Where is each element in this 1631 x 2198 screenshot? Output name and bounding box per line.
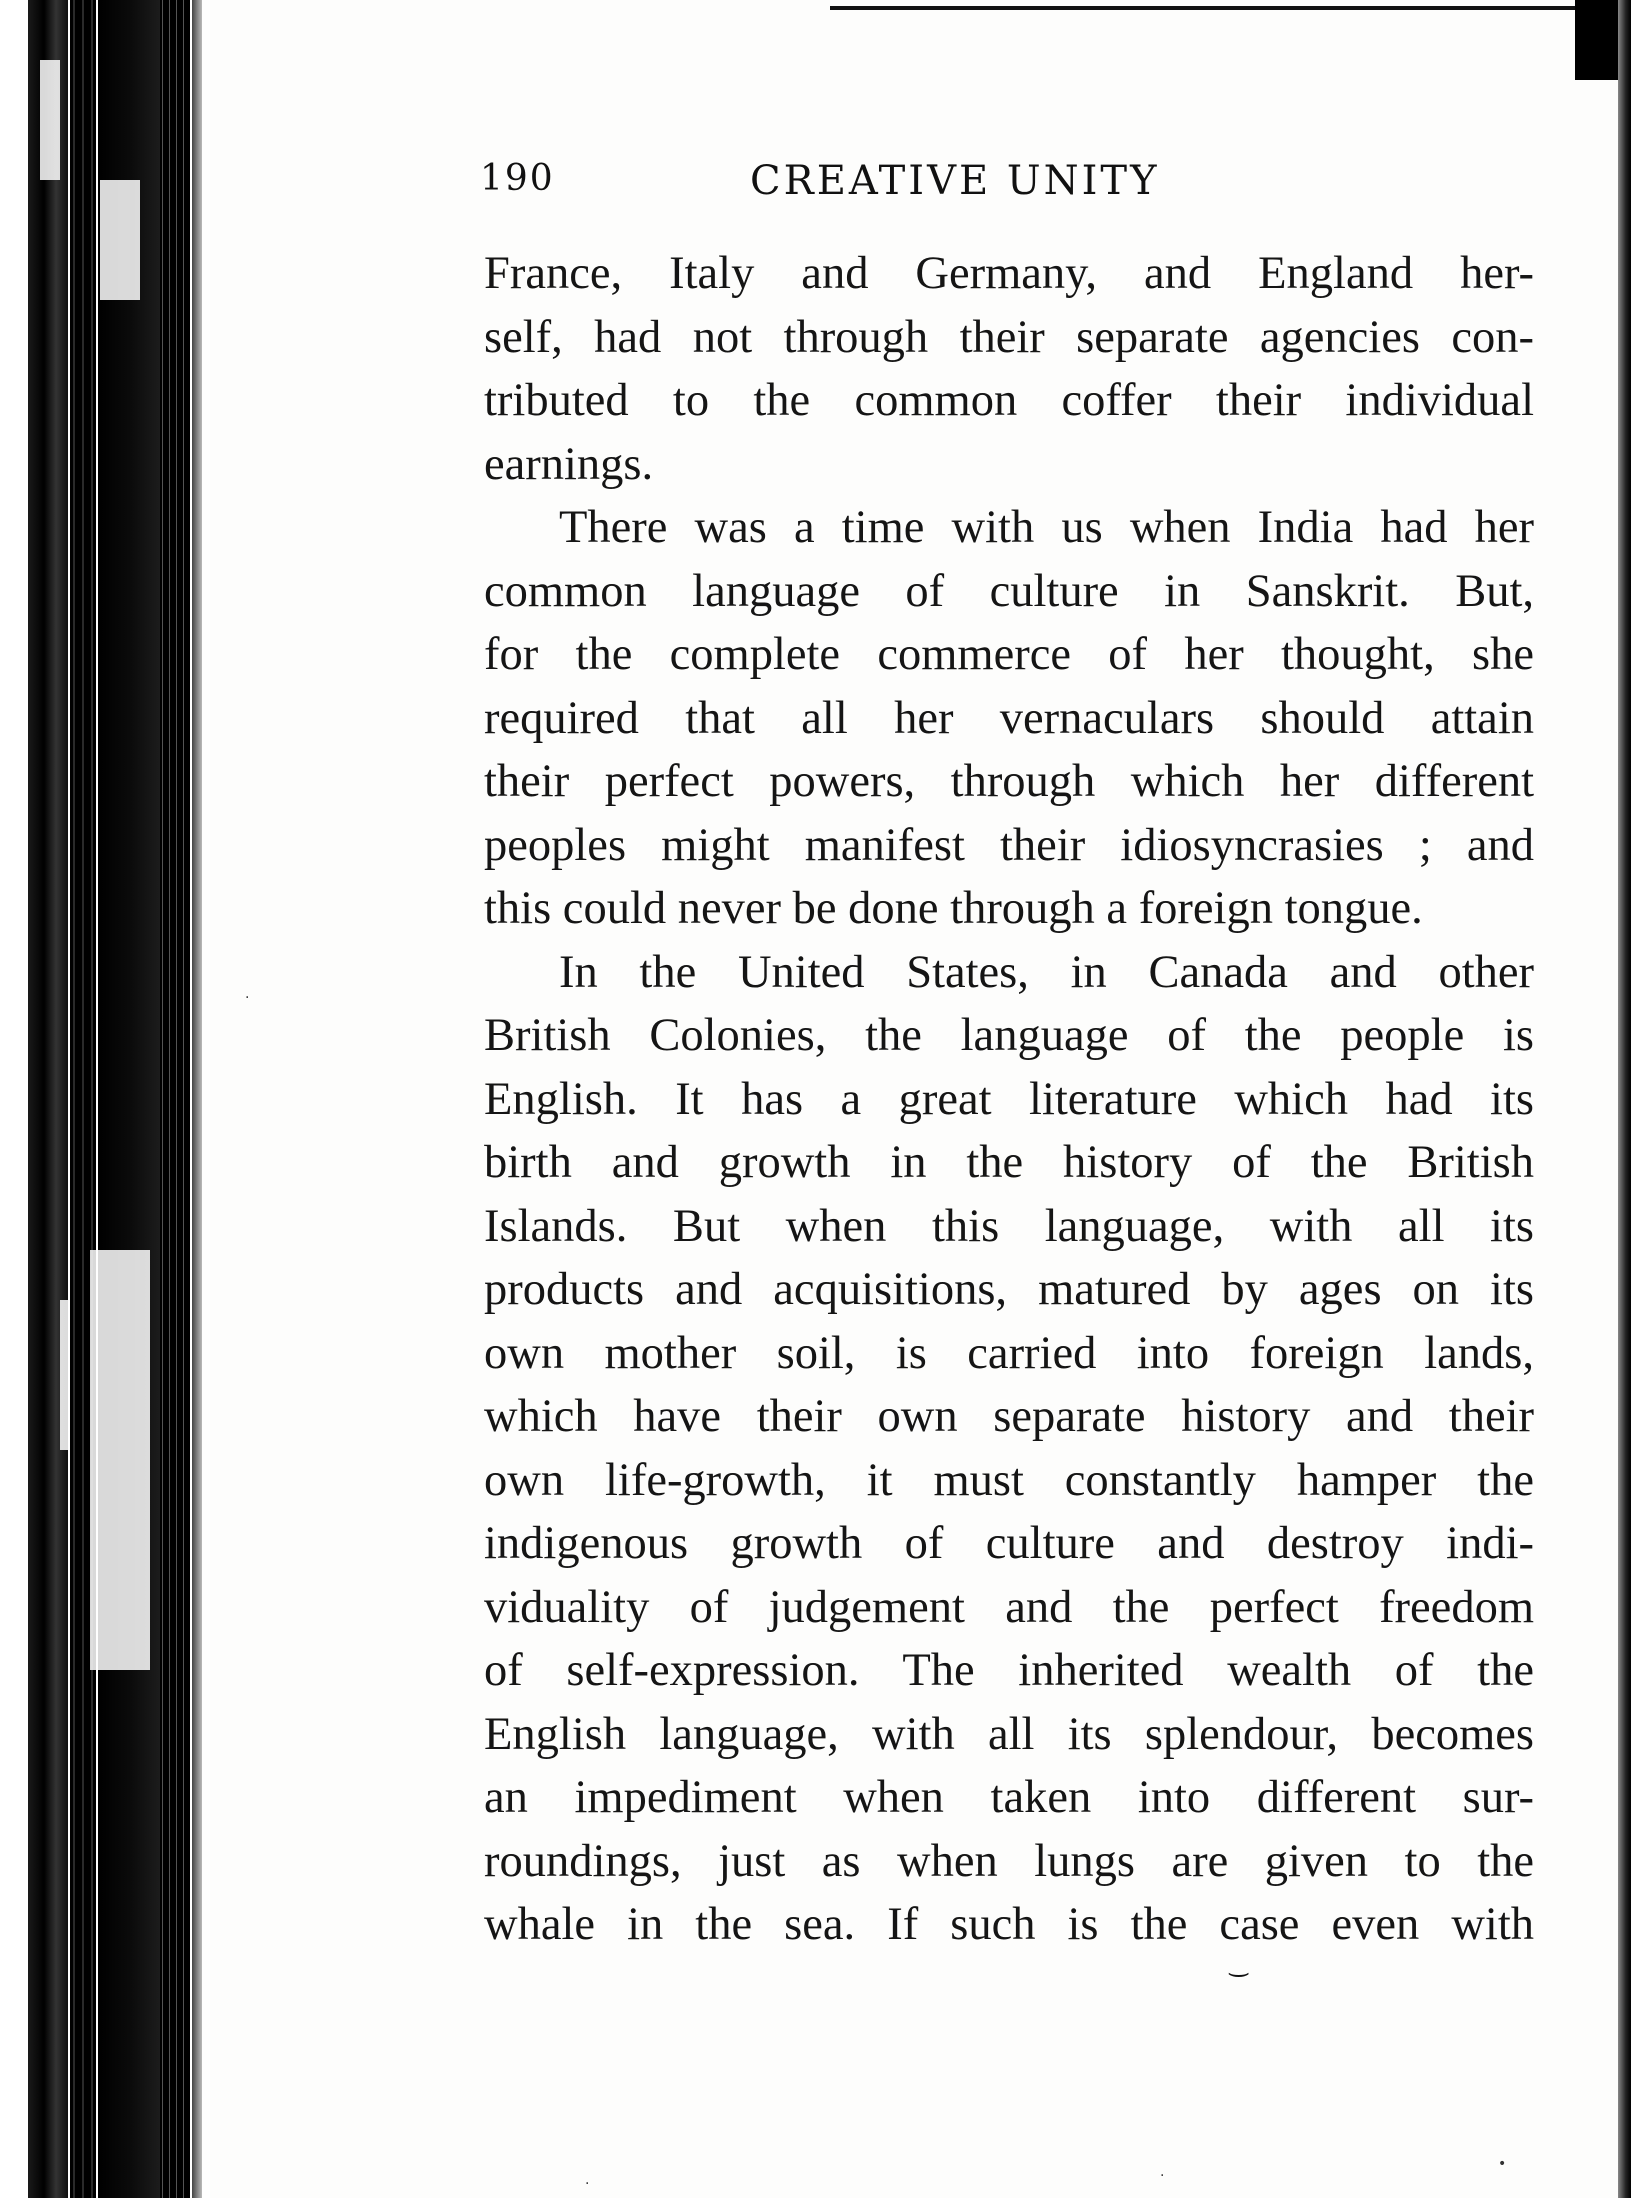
text-line: this could never be done through a foreign tongue.: [484, 883, 1423, 934]
text-line: Islands. But when this language, with all its: [484, 1200, 1534, 1252]
text-line: their perfect powers, through which her different: [484, 756, 1534, 807]
text-line: of self-expression. The inherited wealth of the: [484, 1645, 1534, 1696]
paragraph-start-line: In the United States, in Canada and other: [559, 946, 1534, 998]
text-line: English. It has a great literature which had its: [484, 1073, 1534, 1125]
text-line: British Colonies, the language of the people is: [484, 1010, 1534, 1061]
text-line: self, had not through their separate agencies con-: [484, 311, 1534, 363]
text-line: birth and growth in the history of the British: [484, 1137, 1534, 1188]
text-line: whale in the sea. If such is the case even with: [484, 1899, 1534, 1950]
scan-border-right: [1618, 0, 1631, 2198]
book-binding-gutter: [0, 0, 210, 2198]
text-line: tributed to the common coffer their individual: [484, 375, 1534, 426]
text-line: earnings.: [484, 438, 654, 490]
running-title: CREATIVE UNITY: [750, 158, 1160, 204]
text-line: France, Italy and Germany, and England her-: [484, 248, 1534, 299]
text-line: peoples might manifest their idiosyncrasies ; and: [484, 819, 1534, 871]
scan-speck: ·: [585, 2176, 590, 2192]
page-number: 190: [480, 158, 555, 199]
text-line: roundings, just as when lungs are given to the: [484, 1835, 1534, 1887]
text-line: own mother soil, is carried into foreign lands,: [484, 1327, 1534, 1379]
paragraph-start-line: There was a time with us when India had her: [559, 502, 1534, 553]
printer-mark: ⌣: [1226, 1958, 1251, 1988]
text-line: own life-growth, it must constantly hamper the: [484, 1454, 1534, 1506]
text-line: required that all her vernaculars should attain: [484, 692, 1534, 744]
running-head: [480, 158, 1260, 218]
text-line: for the complete commerce of her thought, she: [484, 629, 1534, 680]
text-line: English language, with all its splendour, becomes: [484, 1708, 1534, 1760]
text-line: products and acquisitions, matured by ages on its: [484, 1264, 1534, 1315]
text-line: an impediment when taken into different sur-: [484, 1772, 1534, 1823]
text-line: common language of culture in Sanskrit. But,: [484, 565, 1534, 617]
text-line: viduality of judgement and the perfect freedom: [484, 1581, 1534, 1633]
scan-border-top: [830, 6, 1631, 10]
scan-speck: ·: [245, 990, 250, 1006]
text-line: indigenous growth of culture and destroy indi-: [484, 1518, 1534, 1569]
scan-speck: •: [1498, 2156, 1507, 2172]
scan-speck: ·: [1160, 2168, 1165, 2184]
text-line: which have their own separate history and their: [484, 1391, 1534, 1442]
body-text: [484, 242, 1534, 1957]
